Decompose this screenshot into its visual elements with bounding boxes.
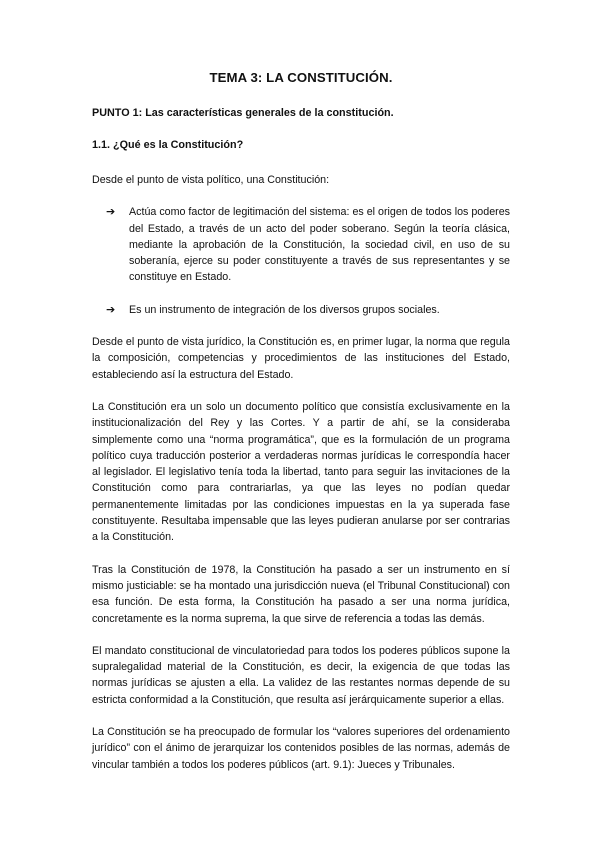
paragraph-documento-politico: La Constitución era un solo un documento político que consistía exclusivamente en la institucionalización del Rey y las Cortes. Y a partir de ahí, se la consideraba simplemente como una “norma programática”, que es la formulación de un programa político cuya traducción posterior a verdaderas normas jurídicas le correspondía hacer al legislador. El legislativo tenía toda la libertad, tanto para seguir las invitaciones de la Constitución como para contrariarlas, ya que las leyes no podían quedar permanentemente limitadas por las condiciones impuestas en la ya superada fase constituyente. Resultaba impensable que las leyes pudieran anularse por ser contrarias a la Constitución.: [92, 400, 510, 544]
list-item-text: Actúa como factor de legitimación del sistema: es el origen de todos los poderes del Estado, a través de un acto del poder soberano. Según la teoría clásica, mediante la aprobación de la Constitución, la sociedad civil, en uso de su soberanía, ejerce su poder constituyente a través de sus representantes y se constituye en Estado.: [129, 206, 510, 284]
bullet-list: [92, 204, 510, 318]
paragraph-juridico: Desde el punto de vista jurídico, la Constitución es, en primer lugar, la norma que regula la composición, competencias y procedimientos de las instituciones del Estado, estableciendo así la estructura del Estado.: [92, 336, 510, 381]
paragraph-constitucion-1978: Tras la Constitución de 1978, la Constitución ha pasado a ser un instrumento en sí mismo justiciable: se ha montado una jurisdicción nueva (el Tribunal Constitucional) con esa función. De esta forma, la Constitución ha pasado a ser una norma jurídica, concretamente es la norma suprema, la que sirve de referencia a todas las demás.: [92, 563, 510, 625]
document-body: [92, 70, 510, 789]
list-item: [92, 204, 510, 285]
arrow-right-icon: ➔: [106, 303, 116, 316]
page-title: TEMA 3: LA CONSTITUCIÓN.: [209, 70, 393, 85]
punto-heading: PUNTO 1: Las características generales de la constitución.: [92, 107, 394, 119]
section-heading: 1.1. ¿Qué es la Constitución?: [92, 139, 244, 151]
paragraph-valores-superiores: La Constitución se ha preocupado de formular los “valores superiores del ordenamiento jurídico” con el ánimo de jerarquizar los contenidos posibles de las normas, además de vincular también a todos los poderes públicos (art. 9.1): Jueces y Tribunales.: [92, 726, 510, 771]
intro-paragraph: Desde el punto de vista político, una Constitución:: [92, 174, 330, 186]
paragraph-mandato-constitucional: El mandato constitucional de vinculatoriedad para todos los poderes públicos supone la supralegalidad material de la Constitución, es decir, la exigencia de que todas las normas jurídicas se ajusten a ella. La validez de las restantes normas depende de su estricta conformidad a la Constitución, que resulta así jerárquicamente superior a ellas.: [92, 644, 510, 706]
list-item: [92, 302, 510, 318]
list-item-text: Es un instrumento de integración de los diversos grupos sociales.: [129, 303, 440, 316]
arrow-right-icon: ➔: [106, 206, 116, 219]
